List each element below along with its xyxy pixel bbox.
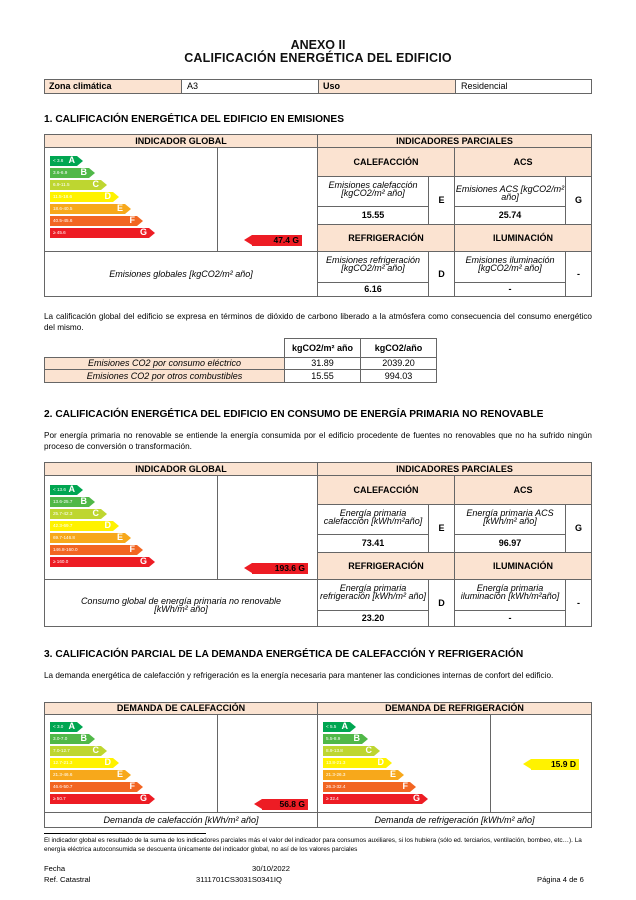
acs-header: ACS: [454, 147, 592, 177]
refrigeracion-value: 6.16: [317, 282, 429, 297]
ref-value: 3111701CS3031S0341IQ: [196, 875, 282, 884]
cooling-demand-header: DEMANDA DE REFRIGERACIÓN: [317, 702, 592, 715]
scale-arrow-tip: [149, 557, 155, 567]
scale-arrow-tip: [113, 521, 119, 531]
global-emissions-label: Emisiones globales [kgCO2/m² año]: [44, 251, 318, 297]
co2-table: [44, 338, 437, 388]
heating-rating-value: 56.8 G: [279, 799, 305, 809]
scale-letter: G: [412, 793, 420, 803]
section-1-title: 1. CALIFICACIÓN ENERGÉTICA DEL EDIFICIO EN EMISIONES: [44, 114, 344, 125]
scale-range-label: 8.9-13.8: [326, 748, 343, 753]
heating-rating-arrow: [262, 799, 308, 810]
scale-bar-c: [323, 746, 374, 756]
scale-range-label: 40.5-45.6: [53, 218, 73, 223]
scale-letter: E: [116, 769, 123, 779]
arrow-pointer-icon: [523, 759, 531, 769]
scale-letter: B: [80, 496, 87, 506]
scale-bar-a: [50, 485, 77, 495]
scale-range-label: 25.7-42.3: [53, 511, 73, 516]
scale-bar-b: [50, 734, 89, 744]
scale-letter: C: [365, 745, 372, 755]
scale-range-label: 69.7-146.8: [53, 535, 75, 540]
scale-range-label: 18.6-40.5: [53, 206, 73, 211]
scale-range-label: 13.8-21.3: [326, 760, 346, 765]
scale-letter: C: [92, 179, 99, 189]
iluminacion-header: ILUMINACIÓN: [454, 224, 592, 252]
cooling-rating-box: [490, 714, 592, 813]
refrigeracion-letter: D: [428, 251, 455, 297]
scale-box: [44, 475, 218, 580]
scale-arrow-tip: [101, 746, 107, 756]
iluminacion-letter: -: [565, 251, 592, 297]
scale-arrow-tip: [137, 545, 143, 555]
scale-bar-g: [323, 794, 422, 804]
scale-bar-e: [50, 533, 125, 543]
scale-arrow-tip: [374, 746, 380, 756]
calefaccion-header: CALEFACCIÓN: [317, 147, 455, 177]
scale-bar-d: [323, 758, 386, 768]
calefaccion-letter: E: [428, 504, 455, 553]
scale-letter: D: [377, 757, 384, 767]
scale-arrow-tip: [101, 509, 107, 519]
scale-letter: D: [104, 520, 111, 530]
scale-arrow-tip: [77, 485, 83, 495]
scale-letter: G: [139, 227, 147, 237]
scale-bar-f: [50, 216, 137, 226]
scale-range-label: 3.0-7.0: [53, 736, 68, 741]
heating-rating-box: [217, 714, 318, 813]
global-rating-arrow: [252, 235, 302, 246]
scale-arrow-tip: [386, 758, 392, 768]
scale-bar-d: [50, 521, 113, 531]
scale-arrow-tip: [137, 782, 143, 792]
partial-indicators-header: INDICADORES PARCIALES: [317, 134, 592, 148]
scale-box: [44, 147, 218, 252]
heating-scale-box: [44, 714, 218, 813]
global-consumption-label: Consumo global de energía primaria no renovable [kWh/m² año]: [44, 579, 318, 627]
fecha-value: 30/10/2022: [252, 864, 291, 873]
scale-range-label: 21.3-46.6: [53, 772, 73, 777]
acs-letter: G: [565, 504, 592, 553]
demand-panel: [44, 702, 592, 828]
scale-letter: F: [129, 544, 135, 554]
scale-letter: F: [129, 215, 135, 225]
scale-bar-b: [50, 168, 89, 178]
scale-arrow-tip: [89, 168, 95, 178]
refrigeracion-label: Energía primaria refrigeración [kWh/m² año]: [317, 579, 429, 611]
global-rating-arrow: [252, 563, 308, 574]
scale-range-label: < 3.0: [53, 724, 64, 729]
co2-row1-v1: 31.89: [284, 357, 361, 370]
calefaccion-value: 15.55: [317, 206, 429, 225]
footnote-divider: [44, 833, 206, 834]
scale-range-label: 13.6-25.7: [53, 499, 73, 504]
annex-title: ANEXO II: [290, 38, 346, 52]
iluminacion-label: Emisiones iluminación [kgCO2/m² año]: [454, 251, 566, 283]
ref-label: Ref. Catastral: [44, 875, 91, 884]
scale-letter: B: [80, 733, 87, 743]
scale-bar-g: [50, 794, 149, 804]
acs-label: Energía primaria ACS [kWh/m² año]: [454, 504, 566, 535]
section-2-paragraph: Por energía primaria no renovable se entiende la energía consumida por el edificio procedente de fuentes no renovables que no ha sufrido ningún proceso de conversión o transformación.: [44, 431, 592, 451]
scale-range-label: 5.5-8.9: [326, 736, 341, 741]
iluminacion-letter: -: [565, 579, 592, 627]
section-3-paragraph: La demanda energética de calefacción y refrigeración es la energía necesaria para mantener las condiciones internas de confort del edificio.: [44, 671, 554, 680]
refrigeracion-label: Emisiones refrigeración [kgCO2/m² año]: [317, 251, 429, 283]
zona-value: A3: [181, 79, 319, 94]
scale-range-label: < 5.5: [326, 724, 337, 729]
scale-range-label: 46.6-50.7: [53, 784, 73, 789]
footnote: El indicador global es resultado de la suma de los indicadores parciales más el valor del indicador para consumos auxiliares, si los hubiera (sólo ed. terciarios, ventilación, bombeo, etc…). La energía eléctrica autoconsumida se descuenta únicamente del indicador global, no así de los valores parciales: [44, 837, 582, 853]
scale-arrow-tip: [137, 216, 143, 226]
acs-letter: G: [565, 176, 592, 225]
acs-header: ACS: [454, 475, 592, 505]
scale-arrow-tip: [89, 497, 95, 507]
co2-col1-header: kgCO2/m² año: [284, 338, 361, 358]
scale-letter: D: [104, 191, 111, 201]
refrigeracion-letter: D: [428, 579, 455, 627]
scale-bar-d: [50, 758, 113, 768]
scale-arrow-tip: [101, 180, 107, 190]
scale-letter: B: [80, 167, 87, 177]
heating-demand-header: DEMANDA DE CALEFACCIÓN: [44, 702, 318, 715]
uso-label: Uso: [318, 79, 456, 94]
scale-range-label: 3.6-6.9: [53, 170, 68, 175]
scale-letter: E: [389, 769, 396, 779]
co2-row1-label: Emisiones CO2 por consumo eléctrico: [44, 357, 285, 370]
heating-demand-label: Demanda de calefacción [kWh/m² año]: [44, 812, 318, 828]
scale-bar-f: [50, 782, 137, 792]
primary-energy-panel: [44, 462, 592, 627]
calefaccion-value: 73.41: [317, 534, 429, 553]
co2-row2-v2: 994.03: [360, 369, 437, 383]
arrow-pointer-icon: [244, 235, 252, 245]
scale-arrow-tip: [350, 722, 356, 732]
iluminacion-value: -: [454, 610, 566, 627]
scale-letter: E: [116, 203, 123, 213]
iluminacion-header: ILUMINACIÓN: [454, 552, 592, 580]
scale-bar-c: [50, 180, 101, 190]
global-rating-value: 47.4 G: [273, 235, 299, 245]
scale-range-label: ≥ 32.4: [326, 796, 339, 801]
scale-arrow-tip: [422, 794, 428, 804]
scale-bar-c: [50, 509, 101, 519]
scale-arrow-tip: [362, 734, 368, 744]
scale-arrow-tip: [89, 734, 95, 744]
scale-arrow-tip: [125, 204, 131, 214]
scale-arrow-tip: [149, 228, 155, 238]
co2-col2-header: kgCO2/año: [360, 338, 437, 358]
scale-range-label: < 13.6: [53, 487, 66, 492]
scale-bar-b: [323, 734, 362, 744]
refrigeracion-value: 23.20: [317, 610, 429, 627]
scale-range-label: 26.3-32.4: [326, 784, 346, 789]
scale-letter: D: [104, 757, 111, 767]
scale-letter: A: [68, 155, 75, 165]
scale-range-label: ≥ 160.0: [53, 559, 69, 564]
arrow-pointer-icon: [244, 563, 252, 573]
section-3-title: 3. CALIFICACIÓN PARCIAL DE LA DEMANDA ENERGÉTICA DE CALEFACCIÓN Y REFRIGERACIÓN: [44, 649, 524, 660]
scale-range-label: 6.9-11.5: [53, 182, 70, 187]
scale-bar-e: [50, 770, 125, 780]
section-1-paragraph: La calificación global del edificio se expresa en términos de dióxido de carbono liberado a la atmósfera como consecuencia del consumo energético del mismo.: [44, 312, 592, 332]
arrow-pointer-icon: [254, 799, 262, 809]
page-title: CALIFICACIÓN ENERGÉTICA DEL EDIFICIO: [184, 51, 452, 65]
scale-arrow-tip: [410, 782, 416, 792]
rating-box: [217, 475, 318, 580]
refrigeracion-header: REFRIGERACIÓN: [317, 552, 455, 580]
co2-row1-v2: 2039.20: [360, 357, 437, 370]
scale-bar-g: [50, 228, 149, 238]
scale-arrow-tip: [77, 722, 83, 732]
scale-range-label: 42.3-69.7: [53, 523, 73, 528]
scale-arrow-tip: [125, 770, 131, 780]
global-indicator-header: INDICADOR GLOBAL: [44, 134, 318, 148]
calefaccion-letter: E: [428, 176, 455, 225]
iluminacion-value: -: [454, 282, 566, 297]
scale-letter: F: [129, 781, 135, 791]
scale-bar-a: [50, 722, 77, 732]
zona-label: Zona climática: [44, 79, 182, 94]
cooling-rating-value: 15.9 D: [550, 759, 576, 769]
scale-arrow-tip: [113, 758, 119, 768]
scale-letter: G: [139, 793, 147, 803]
partial-indicators-header: INDICADORES PARCIALES: [317, 462, 592, 476]
scale-arrow-tip: [398, 770, 404, 780]
iluminacion-label: Energía primaria iluminación [kWh/m²año]: [454, 579, 566, 611]
rating-box: [217, 147, 318, 252]
calefaccion-label: Emisiones calefacción [kgCO2/m² año]: [317, 176, 429, 207]
scale-range-label: 146.8-160.0: [53, 547, 78, 552]
scale-range-label: 11.5-18.6: [53, 194, 73, 199]
scale-range-label: 21.3-26.3: [326, 772, 346, 777]
scale-bar-a: [323, 722, 350, 732]
scale-range-label: < 3.6: [53, 158, 64, 163]
uso-value: Residencial: [455, 79, 592, 94]
scale-letter: A: [341, 721, 348, 731]
section-2-title: 2. CALIFICACIÓN ENERGÉTICA DEL EDIFICIO EN CONSUMO DE ENERGÍA PRIMARIA NO RENOVABLE: [44, 409, 544, 420]
cooling-scale-box: [317, 714, 491, 813]
scale-letter: C: [92, 508, 99, 518]
acs-value: 25.74: [454, 206, 566, 225]
scale-letter: B: [353, 733, 360, 743]
scale-bar-e: [50, 204, 125, 214]
scale-bar-d: [50, 192, 113, 202]
cooling-demand-label: Demanda de refrigeración [kWh/m² año]: [317, 812, 592, 828]
scale-arrow-tip: [113, 192, 119, 202]
refrigeracion-header: REFRIGERACIÓN: [317, 224, 455, 252]
scale-bar-a: [50, 156, 77, 166]
info-row: [44, 79, 592, 94]
calefaccion-label: Energía primaria calefacción [kWh/m²año]: [317, 504, 429, 535]
global-indicator-header: INDICADOR GLOBAL: [44, 462, 318, 476]
scale-letter: A: [68, 721, 75, 731]
scale-letter: G: [139, 556, 147, 566]
scale-arrow-tip: [125, 533, 131, 543]
scale-range-label: 12.7-21.3: [53, 760, 73, 765]
acs-value: 96.97: [454, 534, 566, 553]
scale-range-label: 7.0-12.7: [53, 748, 70, 753]
scale-letter: E: [116, 532, 123, 542]
scale-bar-f: [50, 545, 137, 555]
page-number: Página 4 de 6: [537, 875, 584, 884]
scale-letter: F: [402, 781, 408, 791]
scale-bar-e: [323, 770, 398, 780]
fecha-label: Fecha: [44, 864, 66, 873]
scale-range-label: ≥ 50.7: [53, 796, 66, 801]
cooling-rating-arrow: [531, 759, 579, 770]
global-rating-value: 193.6 G: [274, 563, 305, 573]
co2-row2-v1: 15.55: [284, 369, 361, 383]
scale-arrow-tip: [77, 156, 83, 166]
scale-letter: A: [68, 484, 75, 494]
scale-bar-b: [50, 497, 89, 507]
scale-bar-c: [50, 746, 101, 756]
scale-arrow-tip: [149, 794, 155, 804]
co2-row2-label: Emisiones CO2 por otros combustibles: [44, 369, 285, 383]
calefaccion-header: CALEFACCIÓN: [317, 475, 455, 505]
scale-bar-g: [50, 557, 149, 567]
scale-bar-f: [323, 782, 410, 792]
acs-label: Emisiones ACS [kgCO2/m² año]: [454, 176, 566, 207]
scale-range-label: ≥ 45.6: [53, 230, 66, 235]
emissions-panel: [44, 134, 592, 297]
scale-letter: C: [92, 745, 99, 755]
